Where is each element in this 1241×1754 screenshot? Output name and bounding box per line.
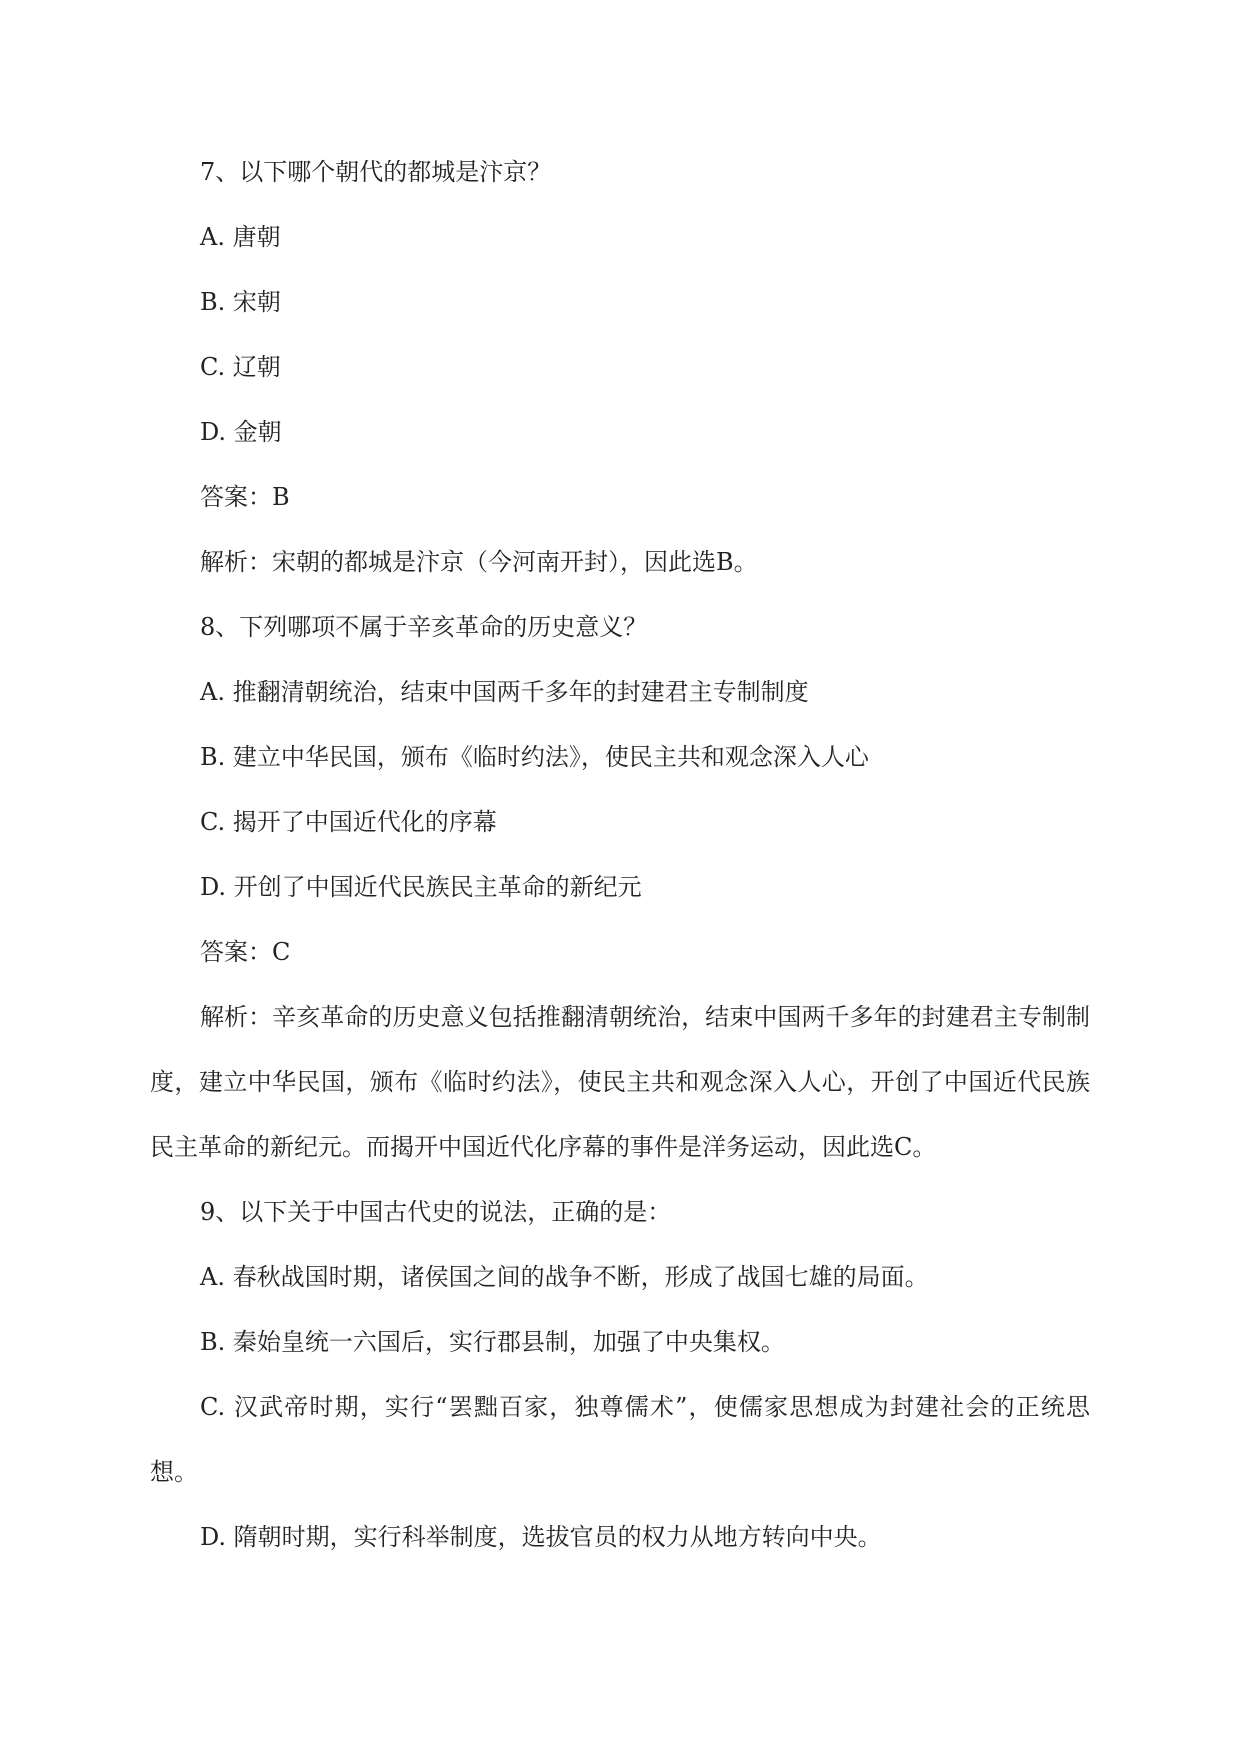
- question-9-option-a: A. 春秋战国时期，诸侯国之间的战争不断，形成了战国七雄的局面。: [200, 1263, 929, 1291]
- question-7-stem: 7、以下哪个朝代的都城是汴京？: [200, 158, 552, 186]
- question-8-stem: 8、下列哪项不属于辛亥革命的历史意义？: [200, 613, 648, 641]
- question-7-option-c: C. 辽朝: [200, 353, 281, 381]
- question-9-option-c: C. 汉武帝时期，实行“罢黜百家，独尊儒术”，使儒家思想成为封建社会的正统思想。: [150, 1393, 1090, 1486]
- question-7-option-a: A. 唐朝: [200, 223, 281, 251]
- question-9-option-b: B. 秦始皇统一六国后，实行郡县制，加强了中央集权。: [200, 1328, 785, 1356]
- question-9-option-d: D. 隋朝时期，实行科举制度，选拔官员的权力从地方转向中央。: [200, 1523, 882, 1551]
- question-8-analysis: 解析：辛亥革命的历史意义包括推翻清朝统治，结束中国两千多年的封建君主专制制度，建立中华民国，颁布《临时约法》，使民主共和观念深入人心，开创了中国近代民族民主革命的新纪元。而揭开中国近代化序幕的事件是洋务运动，因此选C。: [150, 1003, 1090, 1161]
- question-7-option-d: D. 金朝: [200, 418, 282, 446]
- question-8-option-d: D. 开创了中国近代民族民主革命的新纪元: [200, 873, 642, 901]
- question-7-answer: 答案：B: [200, 483, 290, 511]
- question-9-stem: 9、以下关于中国古代史的说法，正确的是：: [200, 1198, 672, 1226]
- question-8-option-b: B. 建立中华民国，颁布《临时约法》，使民主共和观念深入人心: [200, 743, 869, 771]
- document-body: [150, 140, 1090, 1570]
- question-8-answer: 答案：C: [200, 938, 291, 966]
- question-7-analysis: 解析：宋朝的都城是汴京（今河南开封），因此选B。: [200, 548, 758, 576]
- question-8-option-c: C. 揭开了中国近代化的序幕: [200, 808, 497, 836]
- question-8-option-a: A. 推翻清朝统治，结束中国两千多年的封建君主专制制度: [200, 678, 809, 706]
- question-7-option-b: B. 宋朝: [200, 288, 281, 316]
